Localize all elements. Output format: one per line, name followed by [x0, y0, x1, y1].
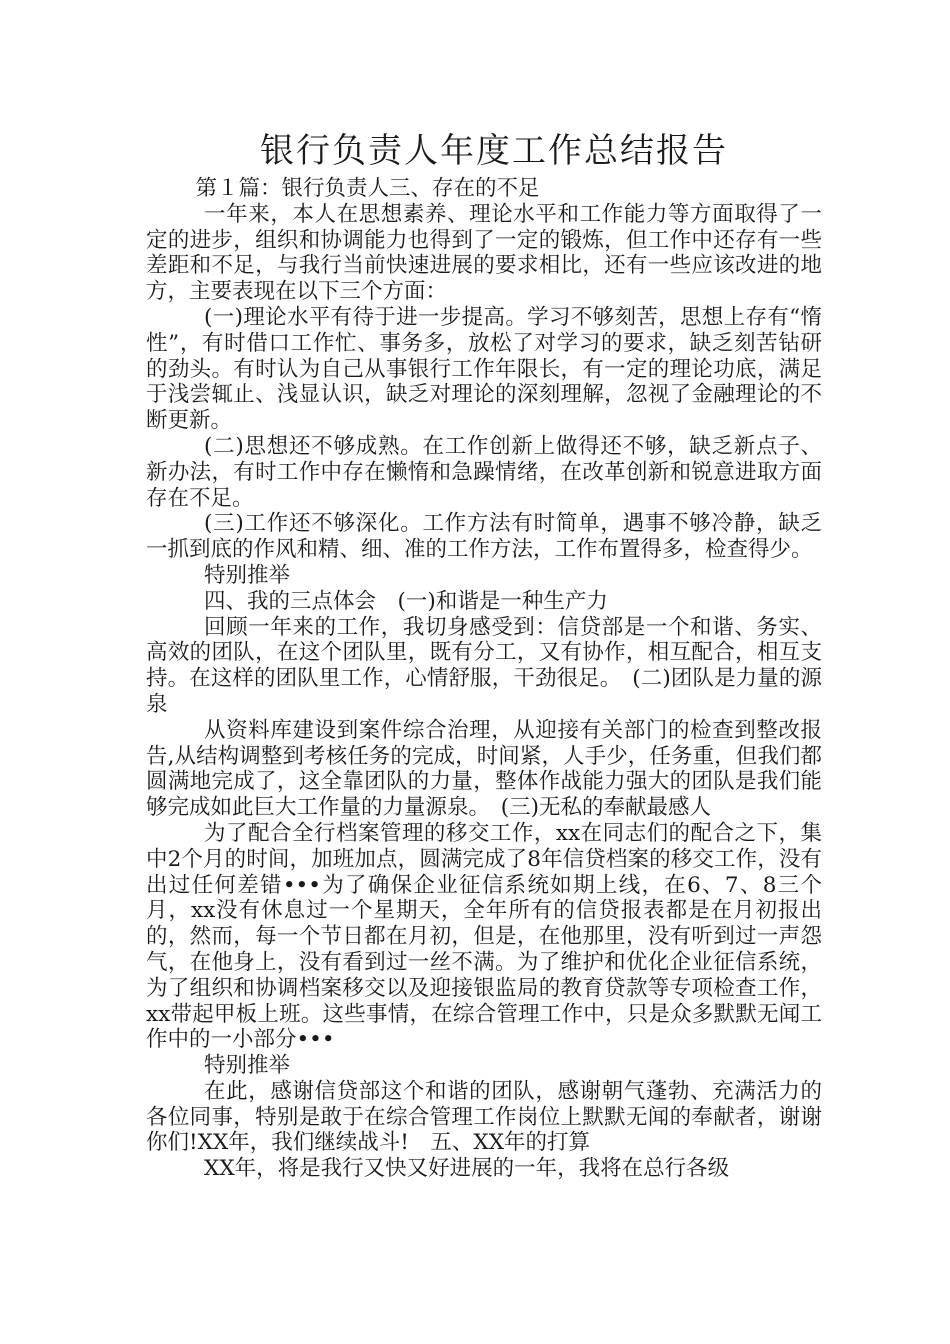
document-page: [146, 126, 822, 1182]
paragraph: 回顾一年来的工作，我切身感受到：信贷部是一个和谐、务实、高效的团队，在这个团队里，既有分工，又有协作，相互配合，相互支持。在这样的团队里工作，心情舒服，干劲很足。 (二)团队是力量的源泉: [146, 614, 822, 717]
paragraph: (二)思想还不够成熟。在工作创新上做得还不够，缺乏新点子、新办法，有时工作中存在懒惰和急躁情绪，在改革创新和锐意进取方面存在不足。: [146, 433, 822, 511]
paragraph: (一)理论水平有待于进一步提高。学习不够刻苦，思想上存有“惰性”，有时借口工作忙、事务多，放松了对学习的要求，缺乏刻苦钻研的劲头。有时认为自己从事银行工作年限长，有一定的理论功底，满足于浅尝辄止、浅显认识，缺乏对理论的深刻理解，忽视了金融理论的不断更新。: [146, 304, 822, 434]
paragraph: (三)工作还不够深化。工作方法有时简单，遇事不够冷静，缺乏一抓到底的作风和精、细、准的工作方法，工作布置得多，检查得少。: [146, 511, 822, 563]
document-title: 银行负责人年度工作总结报告: [260, 131, 728, 171]
section-heading: 特别推举: [204, 1053, 291, 1079]
paragraph: XX年，将是我行又快又好进展的一年，我将在总行各级: [204, 1156, 730, 1182]
paragraph: 在此，感谢信贷部这个和谐的团队，感谢朝气蓬勃、充满活力的各位同事，特别是敢于在综合管理工作岗位上默默无闻的奉献者，谢谢你们!XX年，我们继续战斗! 五、XX年的打算: [146, 1078, 822, 1156]
paragraph: 一年来，本人在思想素养、理论水平和工作能力等方面取得了一定的进步，组织和协调能力也得到了一定的锻炼，但工作中还存有一些差距和不足，与我行当前快速进展的要求相比，还有一些应该改进的地方，主要表现在以下三个方面：: [146, 201, 822, 305]
paragraph: 从资料库建设到案件综合治理，从迎接有关部门的检查到整改报告,从结构调整到考核任务的完成，时间紧，人手少，任务重，但我们都圆满地完成了，这全靠团队的力量，整体作战能力强大的团队是我们能够完成如此巨大工作量的力量源泉。 (三)无私的奉献最感人: [146, 717, 822, 821]
paragraph: 为了配合全行档案管理的移交工作，xx在同志们的配合之下，集中2个月的时间，加班加点，圆满完成了8年信贷档案的移交工作，没有出过任何差错•••为了确保企业征信系统如期上线，在6、7、8三个月，xx没有休息过一个星期天，全年所有的信贷报表都是在月初报出的，然而，每一个节日都在月初，但是，在他那里，没有听到过一声怨气，在他身上，没有看到过一丝不满。为了维护和优化企业征信系统，为了组织和协调档案移交以及迎接银监局的教育贷款等专项检查工作，xx带起甲板上班。这些事情，在综合管理工作中，只是众多默默无闻工作中的一小部分•••: [146, 820, 822, 1053]
section-heading: 第１篇：银行负责人三、存在的不足: [195, 176, 540, 201]
document-body: [146, 176, 822, 1182]
section-heading: 四、我的三点体会 (一)和谐是一种生产力: [204, 588, 608, 614]
section-heading: 特别推举: [204, 562, 291, 588]
